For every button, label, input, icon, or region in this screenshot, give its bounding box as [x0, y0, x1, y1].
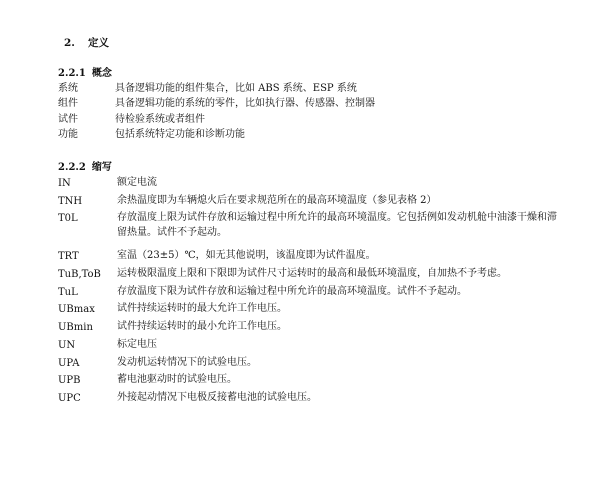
definition-row	[58, 96, 558, 111]
section-number: 2.	[64, 37, 75, 49]
definition-row	[58, 81, 558, 96]
definitions-list	[58, 81, 558, 142]
section-heading	[64, 36, 109, 51]
abbreviation-row	[58, 176, 563, 191]
abbreviation-desc: 室温（23±5）℃，如无其他说明，该温度即为试件温度。	[117, 250, 376, 262]
abbreviation-desc: 余热温度即为车辆熄火后在要求规范所在的最高环境温度（参见表格 2）	[117, 194, 437, 206]
abbreviation-term: UBmin	[58, 322, 93, 334]
definitions-number: 2.2.1	[58, 68, 86, 79]
abbreviation-desc: 存放温度下限为试件存放和运输过程中所允许的最高环境温度。试件不予起动。	[117, 285, 467, 297]
abbreviation-term: IN	[58, 178, 71, 189]
abbreviation-term: TuL	[58, 286, 78, 298]
abbreviation-desc: 发动机运转情况下的试验电压。	[117, 356, 257, 368]
abbreviation-desc: 试件持续运转时的最大允许工作电压。	[117, 303, 287, 315]
abbreviation-row	[58, 391, 563, 406]
abbreviation-desc: 外接起动情况下电极反接蓄电池的试验电压。	[117, 391, 317, 403]
abbreviation-row	[58, 338, 563, 353]
definition-desc: 具备逻辑功能的系统的零件，比如执行器、传感器、控制器	[115, 98, 375, 110]
abbreviations-title: 缩写	[91, 162, 112, 173]
definition-term: 系统	[58, 83, 78, 94]
abbreviation-row	[58, 211, 563, 240]
abbreviation-desc: 蓄电池驱动时的试验电压。	[117, 374, 237, 386]
abbreviation-desc: 标定电压	[117, 338, 157, 350]
abbreviation-term: UPC	[58, 392, 81, 404]
abbreviations-number: 2.2.2	[58, 162, 86, 173]
abbreviation-desc: 运转极限温度上限和下限即为试件尺寸运转时的最高和最低环境温度，自加热不予考虑。	[117, 268, 507, 280]
definition-desc: 具备逻辑功能的组件集合，比如 ABS 系统、ESP 系统	[115, 83, 357, 94]
abbreviation-term: TNH	[58, 195, 83, 207]
abbreviation-term: UN	[58, 339, 76, 351]
definition-term: 功能	[58, 128, 78, 140]
abbreviation-row	[58, 285, 563, 300]
abbreviation-row	[58, 302, 563, 317]
abbreviations-list	[58, 176, 563, 409]
abbreviation-term: TRT	[58, 251, 79, 263]
abbreviation-row	[58, 320, 563, 335]
definition-row	[58, 112, 558, 127]
abbreviation-term: TuB,ToB	[58, 269, 101, 281]
definition-row	[58, 127, 558, 142]
abbreviation-term: T0L	[58, 213, 78, 225]
section-title: 定义	[88, 37, 109, 49]
abbreviation-term: UBmax	[58, 304, 95, 316]
abbreviation-desc: 试件持续运转时的最小允许工作电压。	[117, 321, 287, 333]
abbreviation-row	[58, 267, 563, 282]
definitions-title: 概念	[91, 68, 112, 79]
abbreviation-row	[58, 194, 563, 209]
abbreviations-heading	[58, 160, 112, 175]
abbreviation-term: UPB	[58, 375, 81, 387]
definition-term: 试件	[58, 113, 78, 125]
abbreviation-row	[58, 356, 563, 371]
abbreviation-row	[58, 249, 563, 264]
definition-desc: 包括系统特定功能和诊断功能	[115, 128, 245, 140]
abbreviation-desc: 额定电流	[117, 177, 157, 188]
abbreviation-desc: 存放温度上限为试件存放和运输过程中所允许的最高环境温度。它包括例如发动机舱中油漆干燥和滞留热量。试件不予起动。	[117, 212, 557, 238]
definition-term: 组件	[58, 98, 78, 110]
abbreviation-row	[58, 373, 563, 388]
definitions-heading	[58, 66, 112, 81]
abbreviation-term: UPA	[58, 357, 80, 369]
definition-desc: 待检验系统或者组件	[115, 113, 205, 125]
